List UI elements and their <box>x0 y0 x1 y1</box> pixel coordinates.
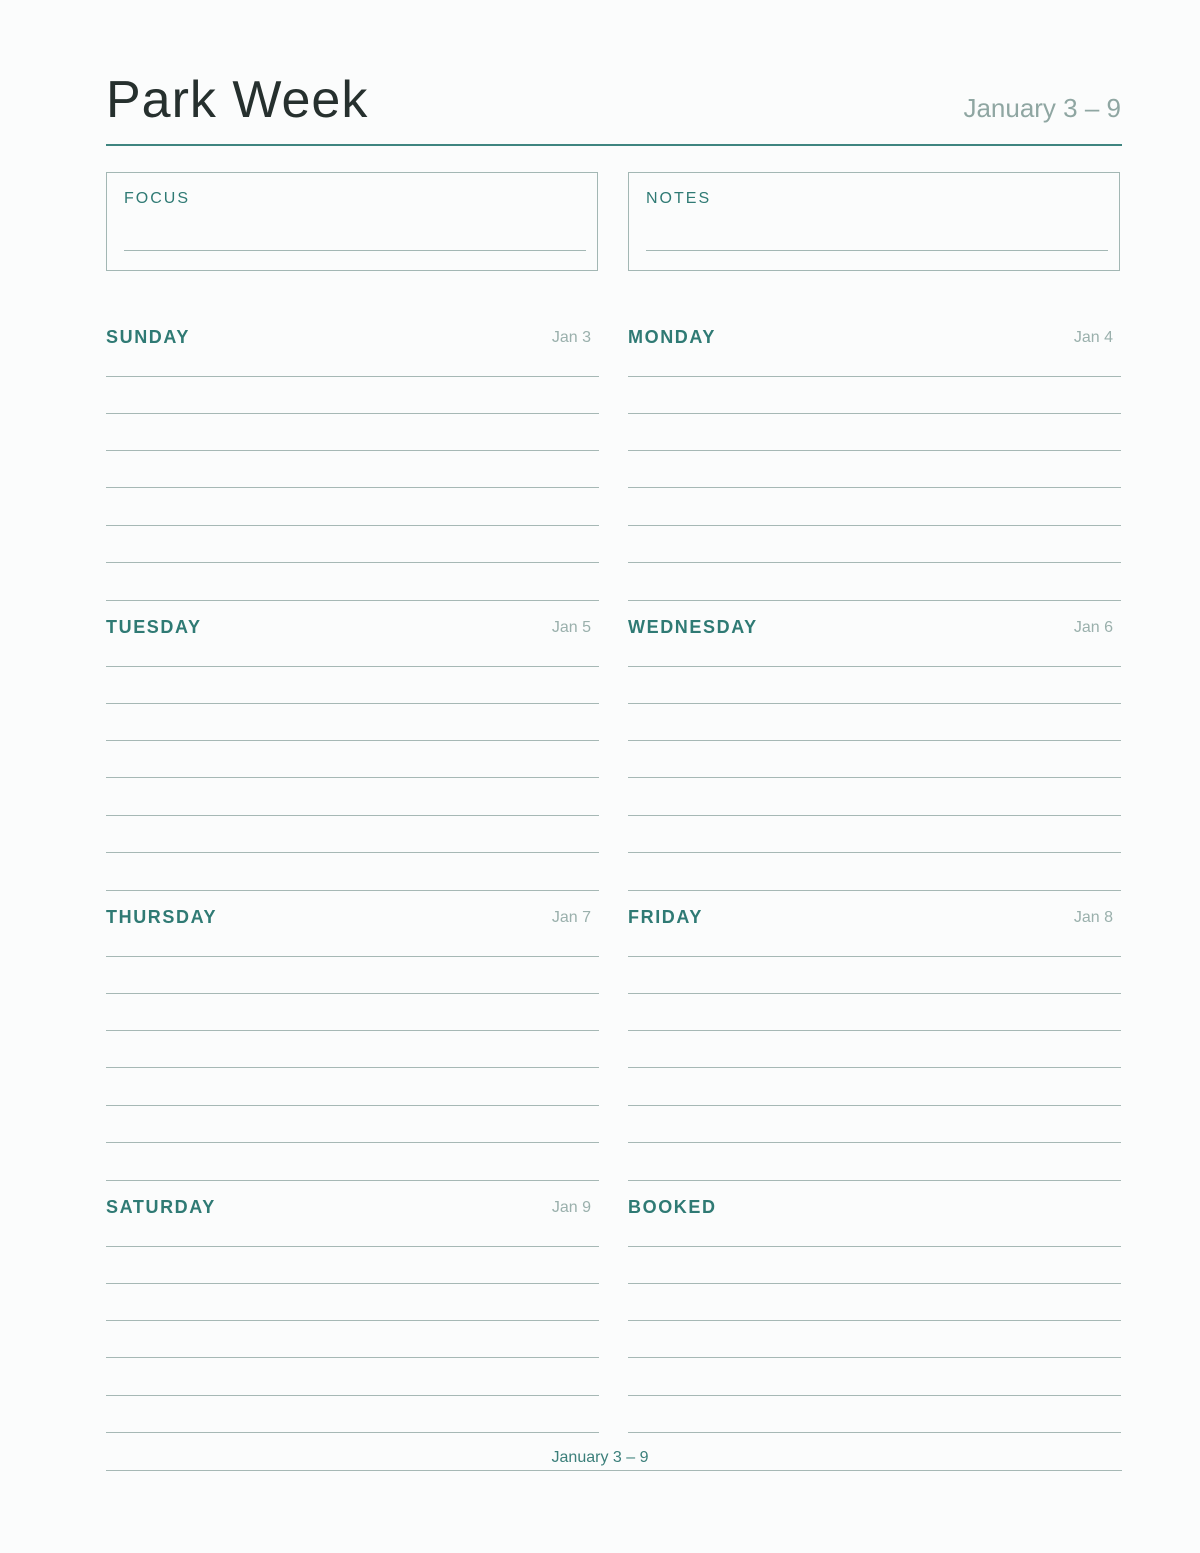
day-date: Jan 9 <box>551 1199 591 1216</box>
day-name: TUESDAY <box>106 617 202 637</box>
write-line <box>106 487 599 488</box>
day-name: BOOKED <box>628 1197 717 1217</box>
write-line <box>628 777 1121 778</box>
write-line <box>106 993 599 994</box>
write-line <box>106 703 599 704</box>
write-line <box>628 487 1121 488</box>
day-date: Jan 4 <box>1073 329 1113 346</box>
write-line <box>628 1432 1121 1433</box>
write-line <box>106 1067 599 1068</box>
day-date: Jan 8 <box>1073 909 1113 926</box>
day-section-tuesday <box>106 600 599 890</box>
write-line <box>628 740 1121 741</box>
write-line <box>106 740 599 741</box>
day-date: Jan 5 <box>551 619 591 636</box>
write-line <box>628 666 1121 667</box>
write-line <box>106 852 599 853</box>
write-line <box>106 1432 599 1433</box>
date-range: January 3 – 9 <box>963 93 1121 123</box>
write-line <box>628 956 1121 957</box>
write-line <box>106 1357 599 1358</box>
write-line <box>628 1105 1121 1106</box>
write-line <box>106 525 599 526</box>
write-line <box>628 1395 1121 1396</box>
write-line <box>106 562 599 563</box>
title-divider <box>106 144 1122 146</box>
day-section-thursday <box>106 890 599 1180</box>
write-line <box>106 1283 599 1284</box>
footer-date-range-text: January 3 – 9 <box>551 1449 649 1466</box>
day-section-sunday <box>106 310 599 600</box>
write-line <box>106 666 599 667</box>
write-line <box>628 1142 1121 1143</box>
write-line <box>628 852 1121 853</box>
write-line <box>628 1320 1121 1321</box>
day-name: THURSDAY <box>106 907 218 927</box>
write-line <box>628 413 1121 414</box>
write-line <box>106 815 599 816</box>
day-section-saturday <box>106 1180 599 1470</box>
day-name: SUNDAY <box>106 327 190 347</box>
notes-box[interactable] <box>628 172 1120 271</box>
focus-write-line <box>124 250 586 251</box>
write-line <box>628 1283 1121 1284</box>
focus-label: FOCUS <box>124 190 190 207</box>
write-line <box>628 1357 1121 1358</box>
write-line <box>106 1030 599 1031</box>
day-date: Jan 6 <box>1073 619 1113 636</box>
notes-label: NOTES <box>646 190 712 207</box>
write-line <box>628 450 1121 451</box>
day-section-booked <box>628 1180 1121 1470</box>
day-name: MONDAY <box>628 327 716 347</box>
write-line <box>628 1030 1121 1031</box>
focus-box[interactable] <box>106 172 598 271</box>
write-line <box>106 956 599 957</box>
write-line <box>106 413 599 414</box>
write-line <box>628 1067 1121 1068</box>
notes-write-line <box>646 250 1108 251</box>
day-name: WEDNESDAY <box>628 617 758 637</box>
footer-divider <box>106 1470 1122 1471</box>
write-line <box>106 1395 599 1396</box>
write-line <box>628 376 1121 377</box>
write-line <box>628 703 1121 704</box>
day-name: SATURDAY <box>106 1197 216 1217</box>
day-section-friday <box>628 890 1121 1180</box>
day-date: Jan 7 <box>551 909 591 926</box>
write-line <box>106 1142 599 1143</box>
write-line <box>106 1105 599 1106</box>
day-section-wednesday <box>628 600 1121 890</box>
write-line <box>628 993 1121 994</box>
write-line <box>106 450 599 451</box>
write-line <box>628 525 1121 526</box>
page-title: Park Week <box>106 71 369 129</box>
write-line <box>106 1246 599 1247</box>
day-name: FRIDAY <box>628 907 703 927</box>
day-date: Jan 3 <box>551 329 591 346</box>
write-line <box>628 562 1121 563</box>
write-line <box>106 1320 599 1321</box>
day-section-monday <box>628 310 1121 600</box>
write-line <box>106 376 599 377</box>
write-line <box>628 1246 1121 1247</box>
write-line <box>106 777 599 778</box>
write-line <box>628 815 1121 816</box>
